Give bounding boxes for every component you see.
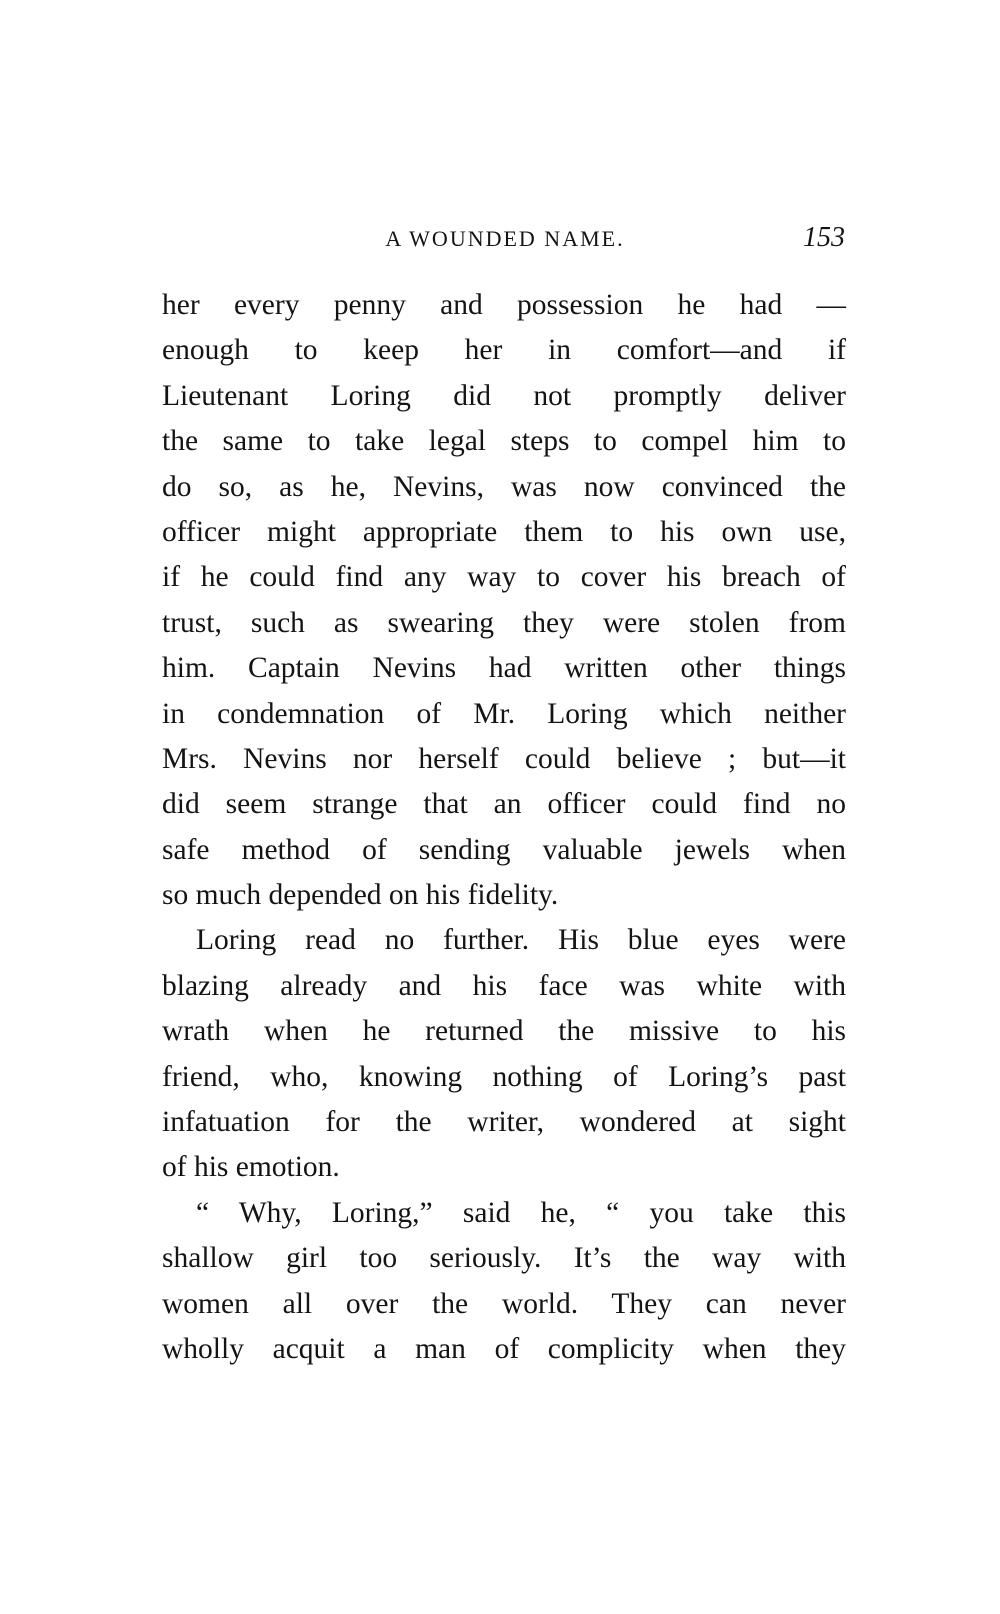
text-line: so much depended on his fidelity. (162, 879, 559, 912)
text-line: wholly acquit a man of complicity when they (162, 1332, 846, 1365)
text-line: trust, such as swearing they were stolen from (162, 606, 846, 639)
text-line: enough to keep her in comfort—and if (162, 334, 846, 367)
text-line: the same to take legal steps to compel him to (162, 425, 846, 458)
body-text (162, 283, 846, 1372)
text-line: shallow girl too seriously. It’s the way with (162, 1242, 846, 1275)
text-line: officer might appropriate them to his own use, (162, 515, 846, 548)
running-header (165, 222, 845, 256)
text-line: infatuation for the writer, wondered at sight (162, 1106, 846, 1139)
text-line: Lieutenant Loring did not promptly deliver (162, 379, 846, 412)
text-line: Loring read no further. His blue eyes were (196, 924, 846, 957)
text-line: Mrs. Nevins nor herself could believe ; but—it (162, 742, 846, 775)
text-line: blazing already and his face was white with (162, 969, 846, 1002)
text-line: her every penny and possession he had — (162, 289, 846, 321)
text-line: in condemnation of Mr. Loring which neither (162, 697, 846, 730)
text-line: “ Why, Loring,” said he, “ you take this (196, 1196, 846, 1229)
page-number: 153 (803, 222, 845, 253)
text-line: friend, who, knowing nothing of Loring’s past (162, 1060, 846, 1093)
text-line: safe method of sending valuable jewels when (162, 833, 846, 866)
text-line: women all over the world. They can never (162, 1287, 846, 1320)
text-line: him. Captain Nevins had written other things (162, 652, 846, 685)
text-line: of his emotion. (162, 1151, 340, 1184)
text-line: did seem strange that an officer could find no (162, 788, 846, 821)
text-line: wrath when he returned the missive to his (162, 1015, 846, 1048)
text-line: do so, as he, Nevins, was now convinced the (162, 470, 846, 503)
text-line: if he could find any way to cover his breach of (162, 561, 846, 594)
running-title: A WOUNDED NAME. (385, 226, 625, 251)
